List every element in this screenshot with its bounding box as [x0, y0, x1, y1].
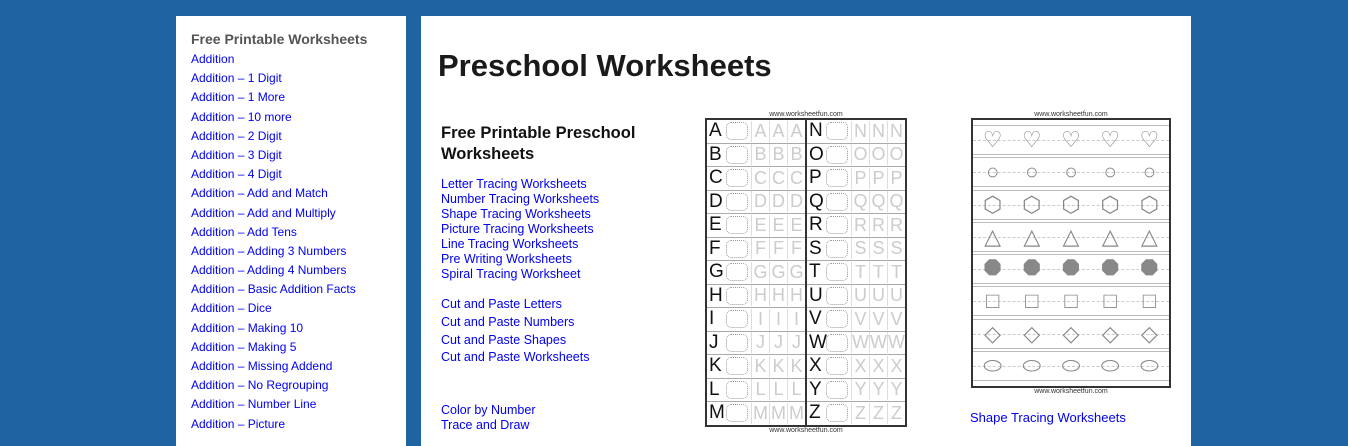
picture-icon [826, 334, 848, 352]
link-cut-and-paste-letters[interactable]: Cut and Paste Letters [441, 297, 562, 311]
sidebar-item [191, 340, 356, 359]
picture-icon [826, 122, 848, 140]
sidebar-link-addition[interactable]: Addition [191, 52, 235, 66]
trace-letter: O [887, 144, 905, 165]
trace-letter: C [787, 168, 805, 189]
sidebar-item [191, 321, 356, 340]
diamond-icon: ◇ [1101, 320, 1119, 346]
letter-label: N [809, 120, 823, 142]
letter-row [707, 308, 805, 332]
trace-letter: Z [869, 403, 887, 424]
picture-icon [826, 310, 848, 328]
trace-letter: V [869, 309, 887, 330]
shape-row-circle [973, 157, 1169, 187]
shape-row-hexagon [973, 190, 1169, 220]
letter-row [807, 285, 905, 309]
oval-icon: ⬭ [1100, 352, 1120, 378]
trace-letter: E [769, 215, 787, 236]
letter-label: X [809, 355, 822, 377]
sidebar-link-addition-number-line[interactable]: Addition – Number Line [191, 397, 317, 412]
picture-icon [726, 169, 748, 187]
octagon-icon: ⯃ [1140, 256, 1159, 282]
picture-icon [826, 193, 848, 211]
letter-row [807, 120, 905, 144]
letter-label: U [809, 284, 823, 306]
picture-icon [826, 287, 848, 305]
sidebar-link-addition-1-more[interactable]: Addition – 1 More [191, 90, 286, 105]
trace-letter: N [851, 121, 869, 142]
picture-icon [726, 334, 748, 352]
link-number-tracing-worksheets[interactable]: Number Tracing Worksheets [441, 192, 600, 206]
trace-letter: Y [851, 379, 869, 400]
letter-row [707, 120, 805, 144]
oval-icon: ⬭ [1061, 352, 1081, 378]
trace-letter: E [787, 215, 805, 236]
trace-letter: D [787, 191, 805, 212]
link-shape-tracing-worksheets[interactable]: Shape Tracing Worksheets [441, 207, 591, 221]
trace-letter: P [851, 168, 869, 189]
letter-row [807, 214, 905, 238]
trace-letter: F [769, 238, 787, 259]
hexagon-icon: ⬡ [1061, 191, 1081, 217]
letter-row [707, 379, 805, 403]
octagon-icon: ⯃ [1022, 256, 1041, 282]
circle-icon: ○ [1025, 159, 1039, 185]
worksheet-url-top: www.worksheetfun.com [1034, 111, 1108, 118]
picture-icon [726, 310, 748, 328]
trace-letter: N [887, 121, 905, 142]
trace-letter: G [787, 262, 805, 283]
picture-icon [826, 240, 848, 258]
square-icon: □ [1103, 288, 1117, 314]
letter-label: V [809, 308, 822, 330]
sidebar-link-addition-add-and-multiply[interactable]: Addition – Add and Multiply [191, 205, 336, 220]
trace-letter: F [751, 238, 769, 259]
trace-letter: L [769, 379, 787, 400]
shape-tracing-caption-link[interactable]: Shape Tracing Worksheets [970, 410, 1126, 425]
trace-letter: G [751, 262, 769, 283]
trace-letter: U [887, 285, 905, 306]
circle-icon: ○ [1064, 159, 1078, 185]
square-icon: □ [1064, 288, 1078, 314]
sidebar-link-addition-dice[interactable]: Addition – Dice [191, 301, 272, 316]
sidebar-item [191, 417, 356, 436]
trace-letter: Q [851, 191, 869, 212]
picture-icon [726, 122, 748, 140]
trace-letter: N [869, 121, 887, 142]
letter-row [707, 167, 805, 191]
picture-icon [826, 263, 848, 281]
square-icon: □ [1025, 288, 1039, 314]
trace-letter: O [851, 144, 869, 165]
sidebar-item [191, 129, 356, 148]
trace-letter: X [851, 356, 869, 377]
worksheet-url-top: www.worksheetfun.com [769, 111, 843, 118]
letter-label: G [709, 261, 724, 283]
picture-icon [726, 240, 748, 258]
picture-icon [826, 146, 848, 164]
sidebar-item [191, 359, 356, 378]
trace-letter: B [787, 144, 805, 165]
sidebar-item [191, 186, 356, 205]
worksheet-url-bottom: www.worksheetfun.com [769, 426, 843, 434]
trace-letter: V [851, 309, 869, 330]
trace-letter: I [751, 309, 769, 330]
heart-icon: ♡ [1139, 127, 1160, 153]
sidebar-link-addition-1-digit[interactable]: Addition – 1 Digit [191, 71, 282, 86]
cut-paste-links [441, 296, 589, 367]
trace-letter: J [769, 332, 787, 353]
triangle-icon: △ [1023, 223, 1041, 249]
letter-label: H [709, 284, 723, 306]
oval-icon: ⬭ [1022, 352, 1042, 378]
hexagon-icon: ⬡ [1022, 191, 1042, 217]
letter-label: R [809, 214, 823, 236]
letter-row [707, 402, 805, 425]
sidebar-item [191, 282, 356, 301]
octagon-icon: ⯃ [1101, 256, 1119, 282]
trace-letter: K [751, 356, 769, 377]
oval-icon: ⬭ [1139, 352, 1159, 378]
letter-row [707, 144, 805, 168]
trace-letter: U [851, 285, 869, 306]
link-letter-tracing-worksheets[interactable]: Letter Tracing Worksheets [441, 177, 587, 191]
link-pre-writing-worksheets[interactable]: Pre Writing Worksheets [441, 252, 572, 266]
picture-icon [826, 357, 848, 375]
letter-label: Z [809, 402, 821, 424]
trace-letter: Y [869, 379, 887, 400]
hexagon-icon: ⬡ [1100, 191, 1120, 217]
letter-label: D [709, 190, 723, 212]
octagon-icon: ⯃ [983, 256, 1002, 282]
trace-letter: I [769, 309, 787, 330]
link-line-tracing-worksheets[interactable]: Line Tracing Worksheets [441, 237, 579, 251]
sidebar-list [191, 52, 356, 436]
picture-icon [826, 404, 848, 422]
trace-letter: R [869, 215, 887, 236]
letter-row [707, 355, 805, 379]
trace-letter: G [769, 262, 787, 283]
sidebar-link-addition-making-10[interactable]: Addition – Making 10 [191, 320, 304, 335]
picture-icon [726, 146, 748, 164]
sidebar-item [191, 167, 356, 186]
letter-label: J [709, 331, 719, 353]
picture-icon [826, 216, 848, 234]
sidebar-link-addition-adding-4-numbers[interactable]: Addition – Adding 4 Numbers [191, 263, 347, 278]
letter-row [807, 402, 905, 425]
square-icon: □ [985, 288, 1000, 314]
sidebar [176, 16, 406, 446]
trace-letter: T [869, 262, 887, 283]
trace-letter: Q [869, 191, 887, 212]
trace-letter: I [787, 309, 805, 330]
letter-label: T [809, 261, 821, 283]
trace-letter: K [769, 356, 787, 377]
trace-letter: A [751, 121, 769, 142]
picture-icon [726, 404, 748, 422]
letter-tracing-worksheet-image[interactable] [705, 111, 907, 434]
link-color-by-number[interactable]: Color by Number [441, 403, 536, 417]
trace-letter: F [787, 238, 805, 259]
triangle-icon: △ [1101, 223, 1119, 249]
letter-row [707, 332, 805, 356]
trace-letter: W [888, 332, 905, 353]
sidebar-link-addition-2-digit[interactable]: Addition – 2 Digit [191, 128, 282, 143]
letter-label: M [709, 402, 725, 424]
trace-letter: B [769, 144, 787, 165]
sidebar-link-addition-picture[interactable]: Addition – Picture [191, 416, 286, 431]
main-content [421, 16, 1191, 446]
diamond-icon: ◇ [1140, 320, 1158, 346]
link-cut-and-paste-shapes[interactable]: Cut and Paste Shapes [441, 332, 567, 347]
trace-letter: H [751, 285, 769, 306]
sidebar-item [191, 301, 356, 320]
letter-label: E [709, 214, 722, 236]
sidebar-item [191, 206, 356, 225]
sidebar-item [191, 225, 356, 244]
letter-label: B [709, 143, 722, 165]
diamond-icon: ◇ [984, 320, 1002, 346]
oval-icon: ⬭ [983, 352, 1002, 378]
trace-letter: A [769, 121, 787, 142]
trace-letter: E [751, 215, 769, 236]
letter-label: W [809, 331, 827, 353]
trace-letter: B [751, 144, 769, 165]
letter-row [807, 144, 905, 168]
link-cut-and-paste-worksheets[interactable]: Cut and Paste Worksheets [441, 350, 590, 365]
link-picture-tracing-worksheets[interactable]: Picture Tracing Worksheets [441, 222, 594, 236]
trace-letter: V [887, 309, 905, 330]
letter-label: O [809, 143, 824, 165]
letter-label: A [709, 120, 722, 142]
trace-letter: O [869, 144, 887, 165]
heart-icon: ♡ [1061, 127, 1081, 153]
sidebar-link-addition-add-and-match[interactable]: Addition – Add and Match [191, 186, 328, 201]
trace-letter: A [787, 121, 805, 142]
heart-icon: ♡ [1021, 127, 1042, 153]
letter-label: Q [809, 190, 824, 212]
shape-row-heart [973, 125, 1169, 155]
letter-label: C [709, 167, 723, 189]
picture-icon [726, 287, 748, 305]
triangle-icon: △ [984, 223, 1002, 249]
letter-row [807, 167, 905, 191]
shape-row-square [973, 286, 1169, 316]
trace-letter: R [851, 215, 869, 236]
picture-icon [726, 357, 748, 375]
trace-letter: Z [851, 403, 869, 424]
trace-letter: X [887, 356, 905, 377]
trace-letter: W [852, 332, 869, 353]
sidebar-item [191, 71, 356, 90]
section-subtitle: Free Printable Preschool Worksheets [441, 124, 636, 163]
link-trace-and-draw[interactable]: Trace and Draw [441, 418, 530, 432]
hexagon-icon: ⬡ [1139, 191, 1159, 217]
sidebar-link-addition-adding-3-numbers[interactable]: Addition – Adding 3 Numbers [191, 243, 347, 258]
letter-row [807, 238, 905, 262]
letter-label: I [709, 308, 715, 330]
shape-row-triangle [973, 222, 1169, 252]
letter-row [707, 285, 805, 309]
letter-column-right [807, 120, 905, 425]
diamond-icon: ◇ [1023, 320, 1041, 346]
trace-letter: L [751, 379, 769, 400]
trace-letter: P [887, 168, 905, 189]
trace-letter: Z [887, 403, 905, 424]
trace-letter: Q [887, 191, 905, 212]
trace-letter: S [869, 238, 887, 259]
link-cut-and-paste-numbers[interactable]: Cut and Paste Numbers [441, 314, 575, 329]
sidebar-item [191, 397, 356, 416]
sidebar-item [191, 244, 356, 263]
trace-letter: P [869, 168, 887, 189]
letter-row [707, 191, 805, 215]
sidebar-link-addition-basic-addition-facts[interactable]: Addition – Basic Addition Facts [191, 282, 356, 297]
letter-row [707, 261, 805, 285]
letter-label: K [709, 355, 722, 377]
worksheet-url-bottom: www.worksheetfun.com [1034, 388, 1108, 395]
sidebar-link-addition-making-5[interactable]: Addition – Making 5 [191, 339, 297, 354]
triangle-icon: △ [1062, 223, 1080, 249]
picture-icon [726, 216, 748, 234]
trace-letter: K [787, 356, 805, 377]
link-spiral-tracing-worksheet[interactable]: Spiral Tracing Worksheet [441, 267, 581, 281]
sidebar-link-addition-add-tens[interactable]: Addition – Add Tens [191, 224, 297, 239]
sidebar-link-addition-no-regrouping[interactable]: Addition – No Regrouping [191, 378, 329, 393]
letter-row [807, 261, 905, 285]
shape-row-oval [973, 351, 1169, 381]
letter-column-left [707, 120, 807, 425]
trace-letter: W [870, 332, 887, 353]
tracing-links [441, 177, 599, 282]
trace-letter: H [787, 285, 805, 306]
trace-letter: X [869, 356, 887, 377]
shape-row-octagon [973, 254, 1169, 284]
sidebar-item [191, 90, 356, 109]
picture-icon [826, 169, 848, 187]
square-icon: □ [1142, 288, 1156, 314]
diamond-icon: ◇ [1062, 320, 1080, 346]
letter-label: P [809, 167, 822, 189]
trace-letter: J [787, 332, 805, 353]
hexagon-icon: ⬡ [982, 191, 1003, 217]
letter-label: F [709, 237, 721, 259]
shape-tracing-worksheet-image[interactable] [970, 111, 1172, 395]
trace-letter: U [869, 285, 887, 306]
letter-row [807, 355, 905, 379]
letter-label: S [809, 237, 822, 259]
shape-row-diamond [973, 319, 1169, 349]
sidebar-item [191, 263, 356, 282]
picture-icon [826, 381, 848, 399]
heart-icon: ♡ [1100, 127, 1121, 153]
picture-icon [726, 193, 748, 211]
sidebar-link-addition-10-more[interactable]: Addition – 10 more [191, 109, 292, 124]
letter-row [707, 214, 805, 238]
letter-label: L [709, 378, 720, 400]
trace-letter: C [751, 168, 769, 189]
trace-letter: M [771, 402, 786, 423]
sidebar-link-addition-4-digit[interactable]: Addition – 4 Digit [191, 167, 282, 182]
sidebar-item [191, 110, 356, 129]
trace-letter: S [851, 238, 869, 259]
picture-icon [726, 263, 748, 281]
shape-grid [971, 118, 1171, 388]
trace-letter: D [751, 191, 769, 212]
trace-letter: L [787, 379, 805, 400]
sidebar-item [191, 52, 356, 71]
trace-letter: T [851, 262, 869, 283]
sidebar-link-addition-missing-addend[interactable]: Addition – Missing Addend [191, 359, 333, 373]
trace-letter: H [769, 285, 787, 306]
letter-row [807, 191, 905, 215]
trace-letter: S [887, 238, 905, 259]
trace-letter: M [753, 402, 768, 423]
trace-letter: J [751, 332, 769, 353]
heart-icon: ♡ [982, 127, 1003, 153]
trace-letter: Y [887, 379, 905, 400]
trace-letter: C [769, 168, 787, 189]
trace-letter: M [789, 402, 804, 423]
letter-row [707, 238, 805, 262]
triangle-icon: △ [1140, 223, 1158, 249]
trace-letter: D [769, 191, 787, 212]
trace-letter: R [887, 215, 905, 236]
letter-row [807, 308, 905, 332]
sidebar-title: Free Printable Worksheets [191, 31, 368, 47]
octagon-icon: ⯃ [1062, 256, 1080, 282]
circle-icon: ○ [985, 159, 1000, 185]
letter-label: Y [809, 378, 822, 400]
sidebar-link-addition-3-digit[interactable]: Addition – 3 Digit [191, 147, 282, 162]
circle-icon: ○ [1142, 159, 1156, 185]
circle-icon: ○ [1103, 159, 1117, 185]
picture-icon [726, 381, 748, 399]
trace-letter: T [887, 262, 905, 283]
sidebar-item [191, 148, 356, 167]
letter-row [807, 332, 905, 356]
letter-row [807, 379, 905, 403]
other-links [441, 403, 535, 433]
sidebar-item [191, 378, 356, 397]
letter-grid [705, 118, 907, 427]
page-title: Preschool Worksheets [438, 48, 772, 83]
